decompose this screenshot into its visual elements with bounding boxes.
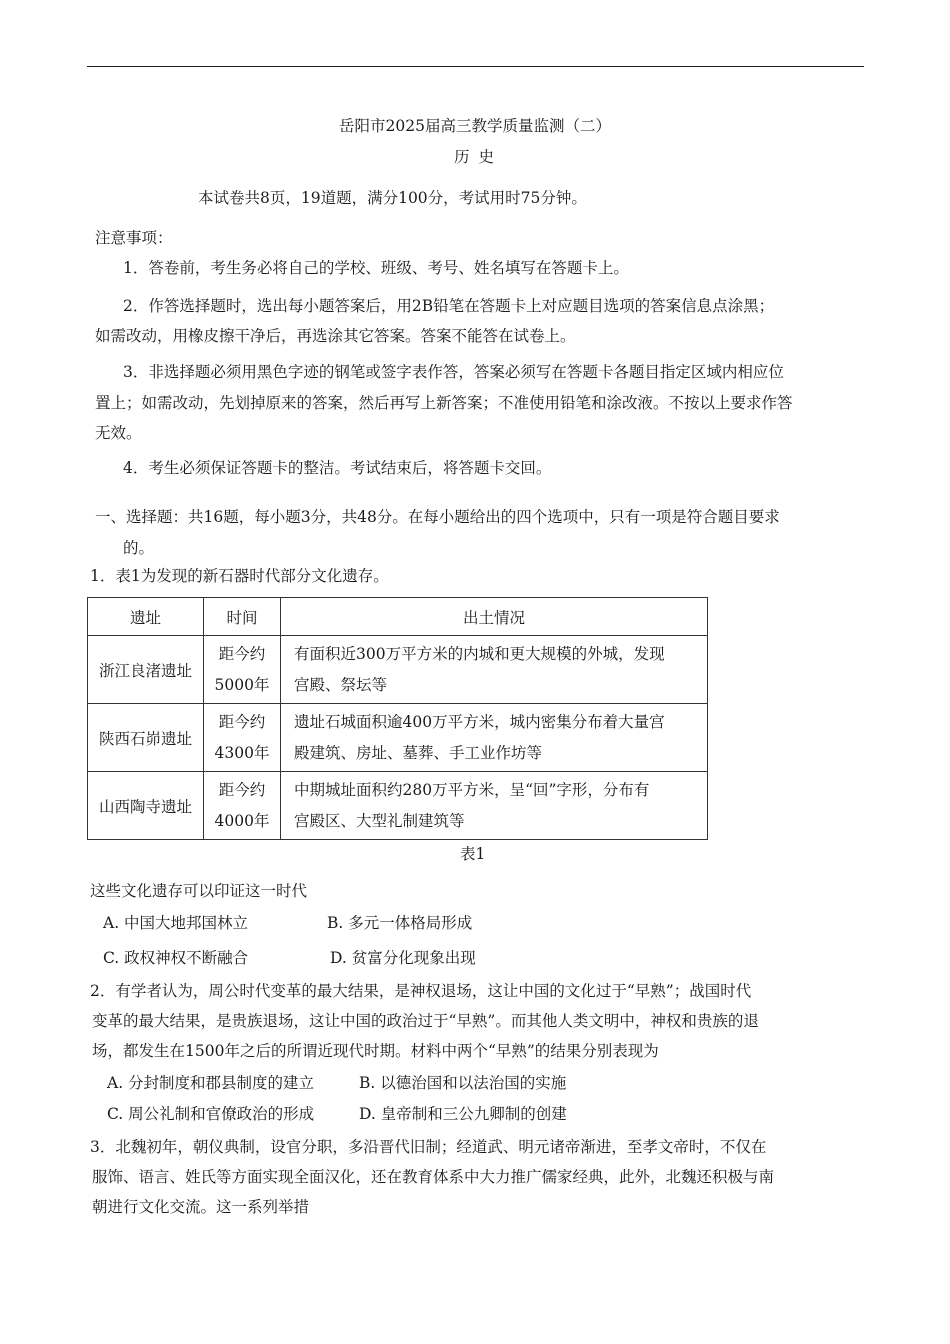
q2-option-b: B. 以德治国和以法治国的实施 — [359, 1074, 567, 1092]
q1-option-d: D. 贫富分化现象出现 — [330, 949, 476, 967]
notice-item-3-cont2: 无效。 — [95, 424, 142, 442]
time-line: 4000年 — [214, 811, 270, 830]
finds-line: 遗址石城面积逾400万平方米，城内密集分布着大量宫 — [294, 712, 665, 731]
table-cell-site: 山西陶寺遗址 — [88, 772, 204, 840]
exam-info: 本试卷共8页，19道题，满分100分，考试用时75分钟。 — [198, 189, 587, 207]
q2-option-c: C. 周公礼制和官僚政治的形成 — [107, 1105, 315, 1123]
time-line: 距今约 — [218, 644, 266, 663]
q1-option-b: B. 多元一体格局形成 — [327, 914, 473, 932]
notice-item-3-cont: 置上；如需改动，先划掉原来的答案，然后再写上新答案；不准使用铅笔和涂改液。不按以上要求作答 — [95, 394, 793, 412]
table-row — [88, 704, 708, 772]
exam-title: 岳阳市2025届高三教学质量监测（二） — [339, 117, 611, 135]
table-cell-time — [204, 772, 281, 840]
table-cell-finds — [281, 636, 708, 704]
table-row — [88, 636, 708, 704]
notice-item-4: 4．考生必须保证答题卡的整洁。考试结束后，将答题卡交回。 — [123, 459, 552, 477]
subject-title: 历 史 — [454, 148, 496, 166]
q2-stem-line1: 2．有学者认为，周公时代变革的最大结果，是神权退场，这让中国的文化过于“早熟”；战国时代 — [90, 982, 752, 1000]
notice-item-3: 3．非选择题必须用黑色字迹的钢笔或签字表作答，答案必须写在答题卡各题目指定区域内相应位 — [123, 363, 784, 381]
table-header-row — [88, 598, 708, 636]
table-cell-site: 浙江良渚遗址 — [88, 636, 204, 704]
table-header-time: 时间 — [204, 598, 281, 636]
section-heading-cont: 的。 — [123, 539, 155, 557]
table-caption: 表1 — [460, 845, 486, 863]
finds-line: 有面积近300万平方米的内城和更大规模的外城，发现 — [294, 644, 665, 663]
section-heading: 一、选择题：共16题，每小题3分，共48分。在每小题给出的四个选项中，只有一项是符合题目要求 — [95, 508, 780, 526]
q1-option-c: C. 政权神权不断融合 — [103, 949, 249, 967]
finds-line: 殿建筑、房址、墓葬、手工业作坊等 — [294, 743, 543, 762]
table-cell-finds — [281, 772, 708, 840]
table-header-site: 遗址 — [88, 598, 204, 636]
table-cell-site: 陕西石峁遗址 — [88, 704, 204, 772]
table-cell-time — [204, 636, 281, 704]
table-cell-time — [204, 704, 281, 772]
time-line: 4300年 — [214, 743, 270, 762]
q2-stem-line2: 变革的最大结果，是贵族退场，这让中国的政治过于“早熟”。而其他人类文明中，神权和贵族的退 — [92, 1012, 759, 1030]
notice-heading: 注意事项： — [95, 229, 173, 247]
finds-line: 宫殿、祭坛等 — [294, 675, 388, 694]
table-row — [88, 772, 708, 840]
time-line: 距今约 — [218, 780, 266, 799]
q3-stem-line3: 朝进行文化交流。这一系列举措 — [92, 1198, 310, 1216]
table-cell-finds — [281, 704, 708, 772]
q2-option-a: A. 分封制度和郡县制度的建立 — [107, 1074, 315, 1092]
header-rule — [87, 66, 864, 67]
q3-stem-line2: 服饰、语言、姓氏等方面实现全面汉化，还在教育体系中大力推广儒家经典，此外，北魏还积极与南 — [92, 1168, 775, 1186]
time-line: 距今约 — [218, 712, 266, 731]
table-header-finds: 出土情况 — [281, 598, 708, 636]
finds-line: 中期城址面积约280万平方米，呈“回”字形，分布有 — [294, 780, 650, 799]
time-line: 5000年 — [214, 675, 270, 694]
notice-item-1: 1．答卷前，考生务必将自己的学校、班级、考号、姓名填写在答题卡上。 — [123, 259, 629, 277]
q3-stem-line1: 3．北魏初年，朝仪典制，设官分职，多沿晋代旧制；经道武、明元诸帝渐进，至孝文帝时，不仅在 — [90, 1138, 767, 1156]
q1-option-a: A. 中国大地邦国林立 — [103, 914, 249, 932]
q1-stem: 1．表1为发现的新石器时代部分文化遗存。 — [90, 567, 389, 585]
finds-line: 宫殿区、大型礼制建筑等 — [294, 811, 465, 830]
q2-stem-line3: 场，都发生在1500年之后的所谓近现代时期。材料中两个“早熟”的结果分别表现为 — [92, 1042, 659, 1060]
q1-table — [87, 597, 708, 840]
q2-option-d: D. 皇帝制和三公九卿制的创建 — [359, 1105, 567, 1123]
q1-question: 这些文化遗存可以印证这一时代 — [90, 882, 308, 900]
notice-item-2: 2．作答选择题时，选出每小题答案后，用2B铅笔在答题卡上对应题目选项的答案信息点涂黑； — [123, 297, 775, 315]
notice-item-2-cont: 如需改动，用橡皮擦干净后，再选涂其它答案。答案不能答在试卷上。 — [95, 327, 576, 345]
